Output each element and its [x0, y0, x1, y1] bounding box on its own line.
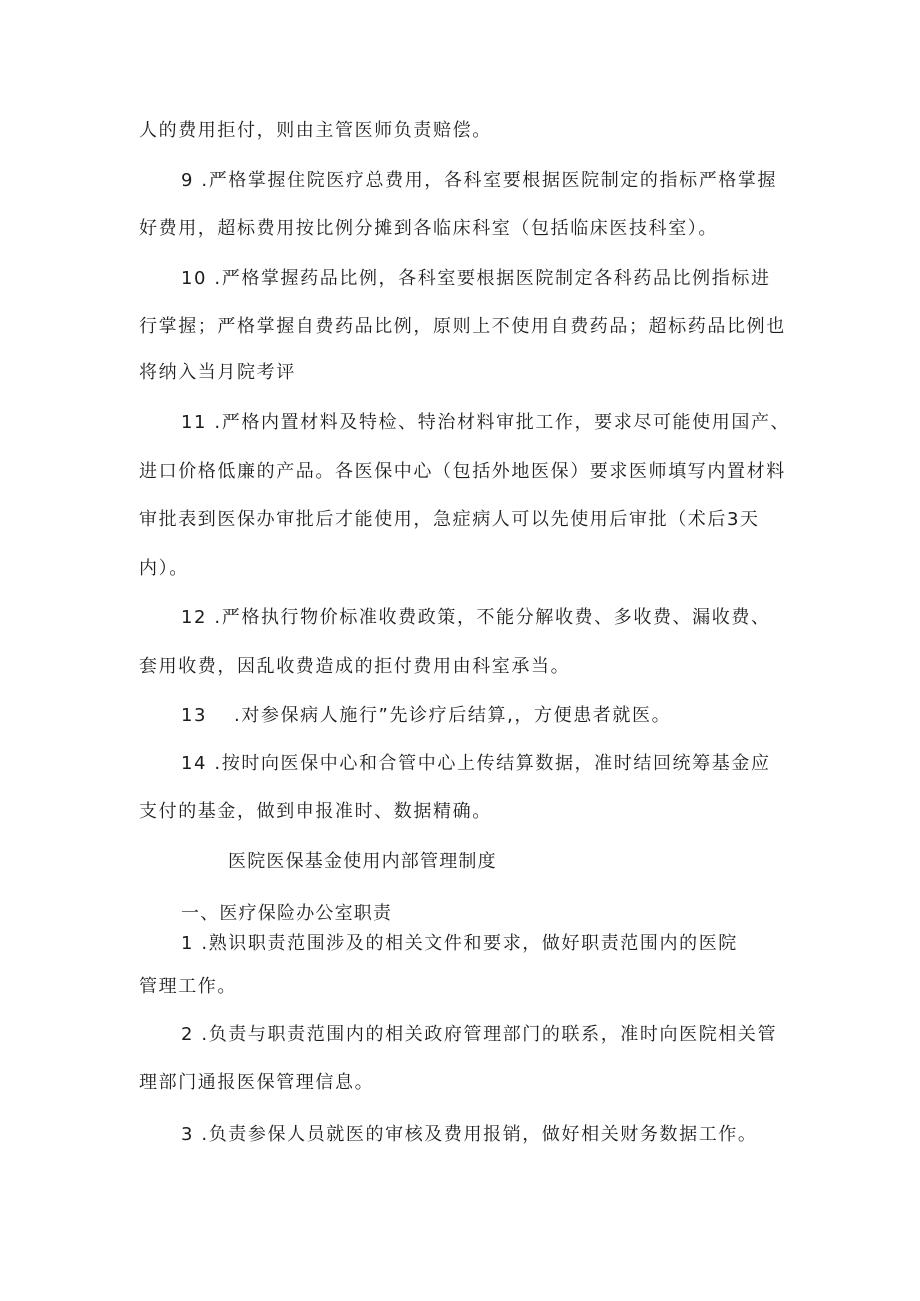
item-9-line-2: 好费用，超标费用按比例分摊到各临床科室（包括临床医技科室）。: [139, 218, 718, 239]
item-14-line-1: 14 .按时向医保中心和合管中心上传结算数据，准时结回统筹基金应: [181, 753, 771, 774]
duty-2-line-2: 理部门通报医保管理信息。: [139, 1072, 375, 1093]
item-13-line-1: 13 .对参保病人施行”先诊疗后结算,，方便患者就医。: [181, 705, 672, 726]
item-11-line-2: 进口价格低廉的产品。各医保中心（包括外地医保）要求医师填写内置材料: [139, 461, 786, 482]
item-10-line-1: 10 .严格掌握药品比例，各科室要根据医院制定各科药品比例指标进: [181, 268, 771, 289]
item-9-line-1: 9 .严格掌握住院医疗总费用，各科室要根据医院制定的指标严格掌握: [181, 170, 778, 191]
section-title: 医院医保基金使用内部管理制度: [228, 851, 497, 872]
item-12-line-2: 套用收费，因乱收费造成的拒付费用由科室承当。: [139, 656, 571, 677]
item-11-line-3: 审批表到医保办审批后才能使用，急症病人可以先使用后审批（术后3天: [139, 509, 760, 530]
duty-2-line-1: 2 .负责与职责范围内的相关政府管理部门的联系，准时向医院相关管: [181, 1024, 778, 1045]
item-14-line-2: 支付的基金，做到申报准时、数据精确。: [139, 801, 492, 822]
duty-1-line-1: 1 .熟识职责范围涉及的相关文件和要求，做好职责范围内的医院: [181, 933, 738, 954]
section-heading: 一、医疗保险办公室职责: [181, 903, 393, 924]
item-12-line-1: 12 .严格执行物价标准收费政策，不能分解收费、多收费、漏收费、: [181, 607, 771, 628]
paragraph-line: 人的费用拒付，则由主管医师负责赔偿。: [139, 120, 492, 141]
item-10-line-2: 行掌握；严格掌握自费药品比例，原则上不使用自费药品；超标药品比例也: [139, 316, 786, 337]
item-10-line-3: 将纳入当月院考评: [139, 362, 296, 383]
item-11-line-1: 11 .严格内置材料及特检、特治材料审批工作，要求尽可能使用国产、: [181, 412, 791, 433]
item-11-line-4: 内）。: [139, 558, 189, 579]
duty-1-line-2: 管理工作。: [139, 976, 237, 997]
duty-3-line-1: 3 .负责参保人员就医的审核及费用报销，做好相关财务数据工作。: [181, 1124, 758, 1145]
